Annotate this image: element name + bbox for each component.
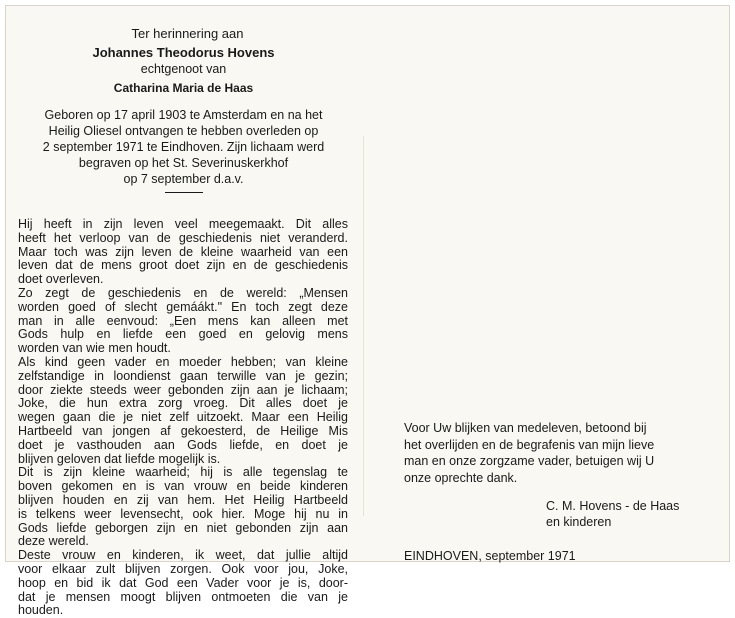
- body-line: heeft het verloop van de geschiedenis niet veranderd.: [18, 230, 348, 245]
- body-line: blijven houden en zij van hem. Het Heilig Hartbeeld: [18, 492, 348, 507]
- signature-name: C. M. Hovens - de Haas: [546, 499, 680, 513]
- body-line: worden goed of slecht gemáákt." En toch zegt deze: [18, 299, 348, 314]
- place-date: EINDHOVEN, september 1971: [404, 549, 576, 563]
- fold-line: [363, 136, 364, 516]
- thanks-block: [404, 420, 724, 486]
- body-line: door ziekte steeds weer gebonden zijn aan je lichaam;: [18, 382, 348, 397]
- relation-text: echtgenoot van: [140, 62, 227, 76]
- memorial-card: [5, 5, 730, 618]
- body-line: voor elkaar zult blijven zorgen. Ook voor jou, Joke,: [18, 561, 348, 576]
- meditation-text: [18, 218, 348, 618]
- left-page: [16, 26, 351, 193]
- body-line: Zo zegt de geschiedenis en de wereld: „Mensen: [18, 285, 348, 300]
- facts-block: [16, 107, 351, 193]
- body-line: hoop en bid ik dat God een Vader voor je is, door-: [18, 575, 348, 590]
- signature-family: en kinderen: [546, 515, 612, 529]
- spouse-name: Catharina Maria de Haas: [113, 81, 254, 95]
- thanks-line: Voor Uw blijken van medeleven, betoond bij: [404, 421, 647, 435]
- facts-line: op 7 september d.a.v.: [123, 172, 244, 186]
- body-line: wegen gaan die je niet zelf uitzoekt. Maar een Heilig: [18, 410, 348, 425]
- thanks-line: man en onze zorgzame vader, betuigen wij U: [404, 454, 655, 468]
- body-line: man in alle eenvoud: „Een mens kan alleen met: [18, 313, 348, 328]
- body-line: Hij heeft in zijn leven veel meegemaakt. Dit alles: [18, 217, 348, 231]
- facts-line: begraven op het St. Severinuskerkhof: [78, 156, 289, 170]
- body-line: worden van wie men houdt.: [18, 341, 171, 356]
- body-line: boven gekomen en is van vrouw en beide kinderen: [18, 479, 348, 494]
- facts-line: 2 september 1971 te Eindhoven. Zijn lichaam werd: [42, 140, 325, 154]
- intro-text: Ter herinnering aan: [131, 26, 244, 41]
- facts-line: Heilig Oliesel ontvangen te hebben overleden op: [48, 124, 319, 138]
- right-page: [404, 420, 724, 563]
- body-line: Hartbeeld van jongen af gekoesterd, de Heilige Mis: [18, 423, 348, 438]
- body-line: Deste vrouw en kinderen, ik weet, dat jullie altijd: [18, 548, 348, 563]
- signature-block: [546, 498, 679, 530]
- body-line: doet je vasthouden aan Gods liefde, en doet je: [18, 437, 348, 452]
- body-line: Maar toch was zijn leven de kleine waarheid van een: [18, 244, 348, 259]
- facts-line: Geboren op 17 april 1903 te Amsterdam en na het: [44, 108, 323, 122]
- body-line: Als kind geen vader en moeder hebben; van kleine: [18, 354, 348, 369]
- thanks-line: het overlijden en de begrafenis van mijn lieve: [404, 437, 655, 452]
- thanks-line: onze oprechte dank.: [404, 470, 518, 485]
- body-line: Gods hulp en liefde een goed en gelovig mens: [18, 327, 348, 342]
- body-line: doet overleven.: [18, 272, 104, 287]
- body-line: deze wereld.: [18, 534, 89, 549]
- deceased-name: Johannes Theodorus Hovens: [92, 45, 275, 60]
- body-line: Joke, die hun extra zorg vroeg. Dit alles doet je: [18, 396, 348, 411]
- body-line: blijven geloven dat liefde mogelijk is.: [18, 451, 221, 466]
- body-line: Dit is zijn kleine waarheid; hij is alle tegenslag te: [18, 465, 348, 480]
- body-line: zelfstandige in loondienst gaan terwille van je gezin;: [18, 368, 348, 383]
- body-line: dat je mensen moogt blijven ontmoeten die van je: [18, 589, 348, 604]
- header-block: [16, 26, 351, 95]
- divider-rule: [165, 192, 203, 193]
- body-line: houden.: [18, 603, 64, 618]
- body-line: leven dat de mens groot doet zijn en de geschiedenis: [18, 258, 348, 273]
- body-line: Gods liefde geborgen zijn en niet gebonden zijn aan: [18, 520, 348, 535]
- body-line: is telkens weer levensecht, ook hier. Moge hij nu in: [18, 506, 348, 521]
